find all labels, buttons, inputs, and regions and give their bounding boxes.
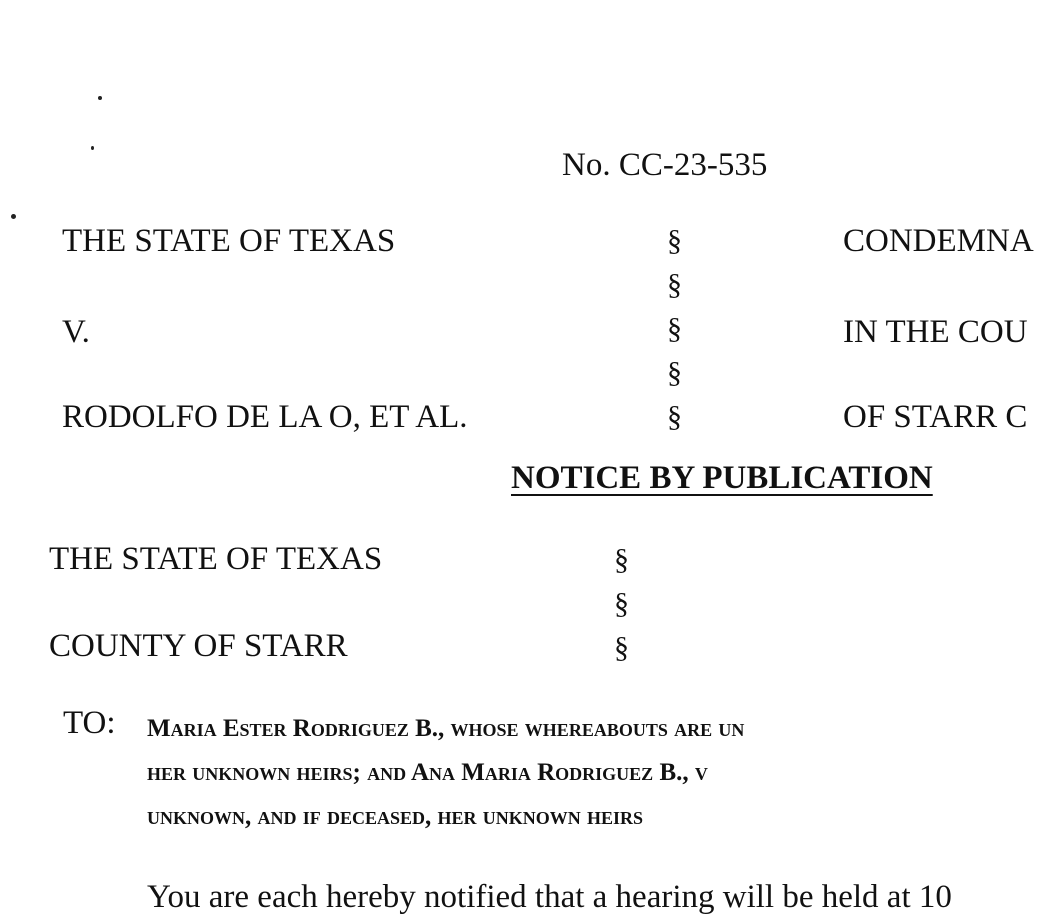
section-symbol: § xyxy=(614,543,629,576)
caption-proceeding-type: CONDEMNA xyxy=(843,223,1034,259)
venue-county: COUNTY OF STARR xyxy=(49,628,348,664)
venue-state: THE STATE OF TEXAS xyxy=(49,541,383,577)
scan-speck xyxy=(98,96,102,100)
scan-speck xyxy=(91,146,94,150)
section-symbol: § xyxy=(667,224,682,257)
section-symbol: § xyxy=(614,587,629,620)
addressee-line: unknown, and if deceased, her unknown heirs xyxy=(147,803,644,830)
addressee-line: Maria Ester Rodriguez B., whose whereabouts are un xyxy=(147,715,745,742)
section-symbol: § xyxy=(667,312,682,345)
to-label: TO: xyxy=(63,705,116,741)
caption-defendant: RODOLFO DE LA O, ET AL. xyxy=(62,399,468,435)
body-paragraph: You are each hereby notified that a hearing will be held at 10 xyxy=(147,879,952,915)
caption-court: IN THE COU xyxy=(843,314,1028,350)
caption-plaintiff: THE STATE OF TEXAS xyxy=(62,223,396,259)
section-symbol: § xyxy=(667,268,682,301)
case-number: No. CC-23-535 xyxy=(562,147,768,183)
addressee-line: her unknown heirs; and Ana Maria Rodriguez B., v xyxy=(147,759,708,786)
caption-county: OF STARR C xyxy=(843,399,1028,435)
scan-speck xyxy=(11,214,16,219)
section-symbol: § xyxy=(614,631,629,664)
caption-versus: V. xyxy=(62,314,90,350)
section-symbol: § xyxy=(667,400,682,433)
section-symbol: § xyxy=(667,356,682,389)
notice-title: NOTICE BY PUBLICATION xyxy=(511,460,933,496)
